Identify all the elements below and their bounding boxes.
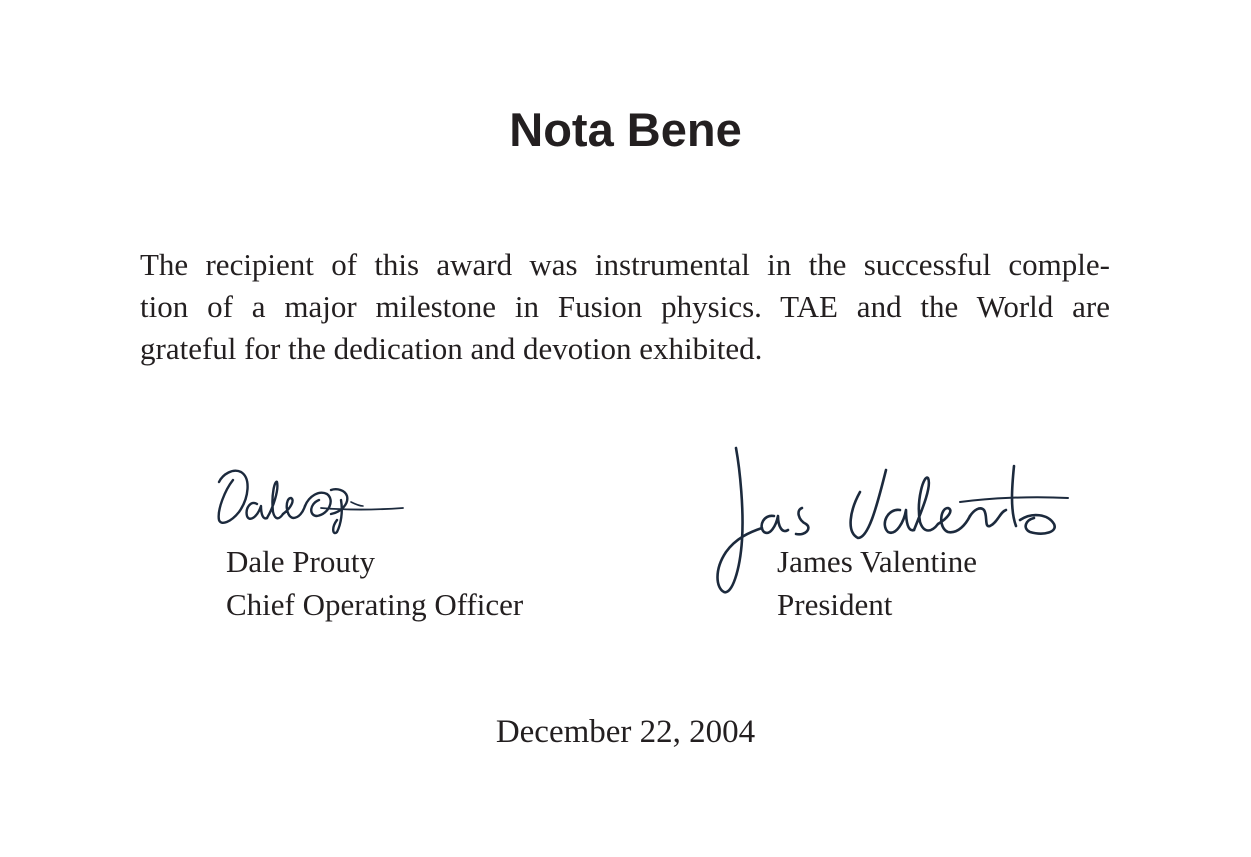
award-statement xyxy=(140,244,1110,370)
award-date: December 22, 2004 xyxy=(495,714,756,750)
statement-line-2: tion of a major milestone in Fusion physics. TAE and the World are xyxy=(140,289,1110,324)
statement-line-1: The recipient of this award was instrumental in the successful comple- xyxy=(140,247,1110,282)
statement-line-3: grateful for the dedication and devotion exhibited. xyxy=(140,331,763,366)
signatory-name: Dale Prouty xyxy=(226,544,375,579)
signatory-role: President xyxy=(777,587,893,622)
document-title: Nota Bene xyxy=(509,103,742,156)
signatory-name: James Valentine xyxy=(777,544,978,579)
signatory-role: Chief Operating Officer xyxy=(226,587,524,622)
signature-dale-prouty xyxy=(205,460,415,535)
signatory-right xyxy=(777,540,977,626)
signatory-left xyxy=(226,540,523,626)
